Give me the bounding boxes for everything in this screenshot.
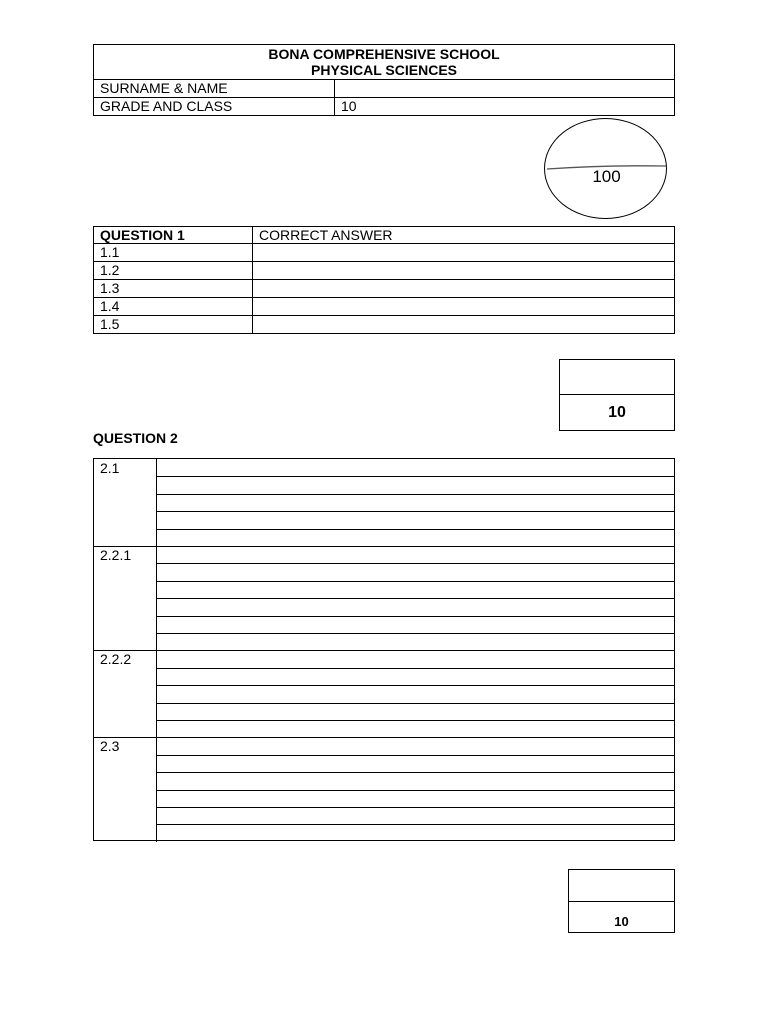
answer-field[interactable] [253, 280, 675, 298]
answer-line[interactable] [157, 772, 674, 773]
answer-field[interactable] [253, 244, 675, 262]
answer-line[interactable] [157, 685, 674, 686]
table-row [94, 316, 675, 334]
header-table [93, 44, 675, 116]
answer-line[interactable] [157, 668, 674, 669]
question-number: 1.3 [94, 280, 253, 298]
correct-answer-header: CORRECT ANSWER [253, 227, 675, 244]
answer-field[interactable] [253, 262, 675, 280]
question2-answer-grid [93, 458, 675, 841]
answer-line[interactable] [157, 563, 674, 564]
answer-field[interactable] [253, 298, 675, 316]
question-number: 2.2.1 [94, 546, 157, 650]
answer-line[interactable] [157, 511, 674, 512]
answer-field[interactable] [253, 316, 675, 334]
score-oval [544, 118, 667, 219]
question-number: 2.3 [94, 737, 157, 841]
mark-total: 10 [608, 404, 626, 421]
question-number: 2.1 [94, 459, 157, 546]
question-number: 1.2 [94, 262, 253, 280]
score-total: 100 [592, 167, 621, 186]
school-name: BONA COMPREHENSIVE SCHOOL [268, 46, 500, 62]
answer-line[interactable] [157, 755, 674, 756]
answer-line[interactable] [157, 807, 674, 808]
answer-line[interactable] [157, 581, 674, 582]
surname-field[interactable] [335, 80, 675, 98]
answer-line[interactable] [157, 790, 674, 791]
header-title-cell [94, 45, 675, 80]
answer-line[interactable] [157, 703, 674, 704]
answer-line[interactable] [157, 598, 674, 599]
question-number: 1.4 [94, 298, 253, 316]
mark-obtained-field[interactable] [569, 870, 674, 902]
answer-group [94, 546, 674, 650]
table-row [94, 262, 675, 280]
mark-obtained-field[interactable] [560, 360, 674, 395]
mark-total: 10 [614, 914, 629, 929]
question-number: 2.2.2 [94, 650, 157, 737]
table-row [94, 298, 675, 316]
question2-mark-box [568, 869, 675, 933]
question2-heading: QUESTION 2 [93, 430, 178, 446]
answer-group [94, 650, 674, 737]
grade-label: GRADE AND CLASS [94, 98, 335, 116]
grade-field[interactable]: 10 [335, 98, 675, 116]
subject-name: PHYSICAL SCIENCES [311, 62, 457, 78]
surname-label: SURNAME & NAME [94, 80, 335, 98]
question-number: 1.1 [94, 244, 253, 262]
answer-group [94, 737, 674, 841]
answer-line[interactable] [157, 720, 674, 721]
answer-line[interactable] [157, 824, 674, 825]
table-row [94, 280, 675, 298]
answer-line[interactable] [157, 633, 674, 634]
answer-line[interactable] [157, 494, 674, 495]
table-row [94, 244, 675, 262]
question1-heading: QUESTION 1 [94, 227, 253, 244]
answer-group [94, 459, 674, 546]
answer-line[interactable] [157, 476, 674, 477]
question1-mark-box [559, 359, 675, 431]
answer-line[interactable] [157, 616, 674, 617]
answer-line[interactable] [157, 529, 674, 530]
question1-table [93, 226, 675, 334]
question-number: 1.5 [94, 316, 253, 334]
